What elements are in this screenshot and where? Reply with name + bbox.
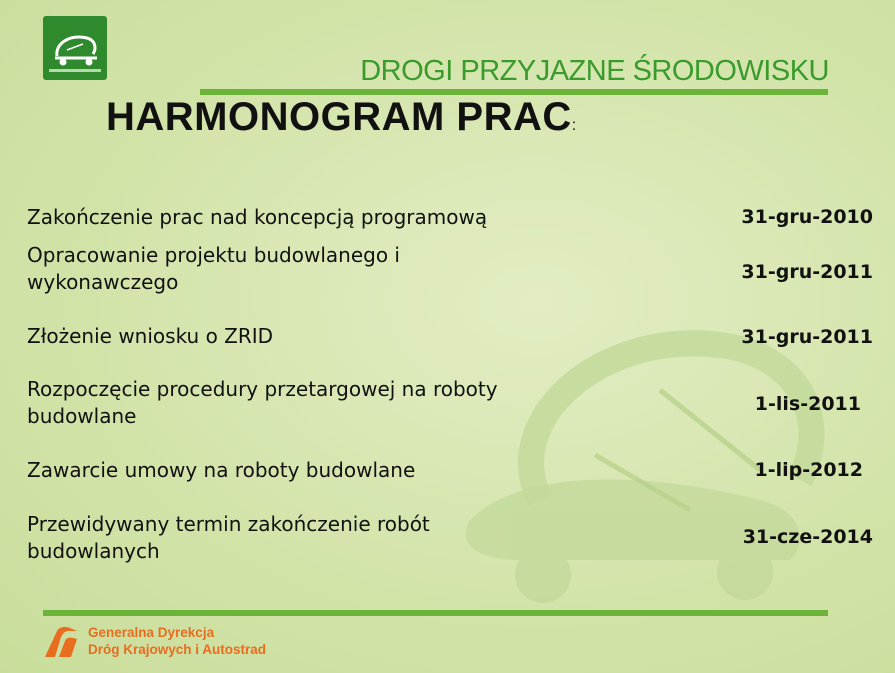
gddka-name-line1: Generalna Dyrekcja [88, 625, 215, 640]
program-name: DROGI PRZYJAZNE ŚRODOWISKU [360, 55, 829, 87]
task-label: Złożenie wniosku o ZRID [27, 324, 274, 348]
task-label: Zakończenie prac nad koncepcją programową [27, 205, 488, 229]
task-date: 31-gru-2011 [741, 326, 873, 348]
task-date: 31-cze-2014 [742, 526, 873, 548]
title-text: HARMONOGRAM PRAC [106, 95, 572, 139]
task-label: Zawarcie umowy na roboty budowlane [27, 458, 416, 482]
task-label: Opracowanie projektu budowlanego i wykonawczego [27, 243, 400, 294]
task-date: 1-lis-2011 [754, 393, 861, 415]
page-title [106, 95, 577, 140]
task-date: 31-gru-2010 [741, 206, 873, 228]
task-date: 31-gru-2011 [741, 261, 873, 283]
task-label: Rozpoczęcie procedury przetargowej na roboty budowlane [27, 377, 498, 428]
gddka-logo-icon [43, 625, 79, 659]
gddka-name [88, 624, 266, 658]
title-colon: : [571, 117, 577, 134]
leaf-car-logo-icon [43, 16, 107, 80]
gddka-name-line2: Dróg Krajowych i Autostrad [88, 642, 267, 657]
task-label: Przewidywany termin zakończenie robót budowlanych [27, 512, 430, 563]
task-date: 1-lip-2012 [754, 459, 863, 481]
program-logo [43, 16, 107, 80]
footer-divider [43, 610, 828, 616]
